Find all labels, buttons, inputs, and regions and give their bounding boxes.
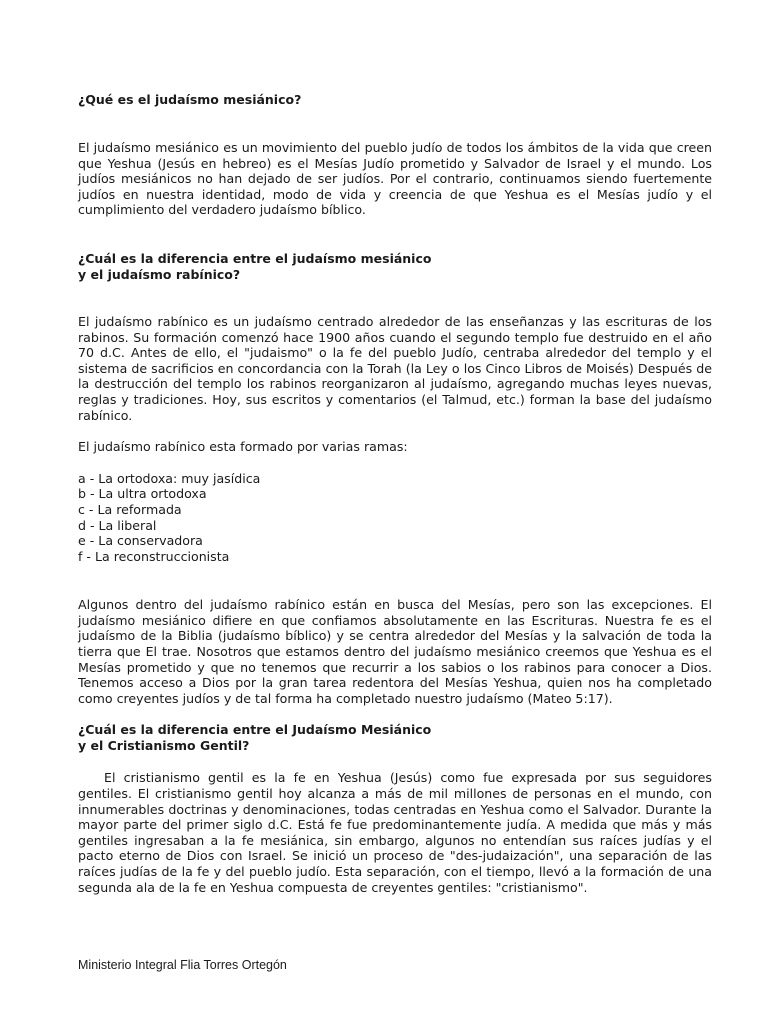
footer-text: Ministerio Integral Flia Torres Ortegón bbox=[78, 958, 287, 972]
section3-heading-line1: ¿Cuál es la diferencia entre el Judaísmo Mesiánico bbox=[78, 722, 432, 738]
section3-paragraph: El cristianismo gentil es la fe en Yeshua (Jesús) como fue expresada por sus seguidores gentiles. El cristianismo gentil hoy alcanza a más de mil millones de personas en el mundo, con innumerables doctrinas y denominaciones, todas centradas en Yeshua como el Salvador. Durante la mayor parte del primer siglo d.C. Está fe fue predominantemente judía. A medida que más y más gentiles ingresaban a la fe mesiánica, sin embargo, algunos no entendían sus raíces judías y el pacto eterno de Dios con Israel. Se inició un proceso de "des-judaización", una separación de las raíces judías de la fe y del pueblo judío. Esta separación, con el tiempo, llevó a la formación de una segunda ala de la fe en Yeshua compuesta de creyentes gentiles: "cristianismo". bbox=[78, 770, 712, 895]
section2-paragraph2: El judaísmo rabínico esta formado por varias ramas: bbox=[78, 439, 408, 455]
list-item: c - La reformada bbox=[78, 501, 182, 517]
section2-heading-line2: y el judaísmo rabínico? bbox=[78, 266, 241, 282]
document-page bbox=[78, 92, 712, 895]
section1-heading: ¿Qué es el judaísmo mesiánico? bbox=[78, 92, 302, 107]
list-item: b - La ultra ortodoxa bbox=[78, 486, 207, 502]
list-item: a - La ortodoxa: muy jasídica bbox=[78, 470, 261, 486]
section3-heading bbox=[78, 722, 712, 754]
section2-paragraph1: El judaísmo rabínico es un judaísmo centrado alrededor de las enseñanzas y las escrituras de los rabinos. Su formación comenzó hace 1900 años cuando el segundo templo fue destruido en el año 70 d.C. Antes de ello, el "judaismo" o la fe del pueblo Judío, centraba alrededor del templo y el sistema de sacrificios en concordancia con la Torah (la Ley o los Cinco Libros de Moisés) Después de la destrucción del templo los rabinos reorganizaron al judaísmo, agregando muchas leyes nuevas, reglas y tradiciones. Hoy, sus escritos y comentarios (el Talmud, etc.) forman la base del judaísmo rabínico. bbox=[78, 313, 712, 423]
section2-paragraph3: Algunos dentro del judaísmo rabínico están en busca del Mesías, pero son las excepciones. El judaísmo mesiánico difiere en que confiamos absolutamente en las Escrituras. Nuestra fe es el judaísmo de la Biblia (judaísmo bíblico) y se centra alrededor del Mesías y la salvación de toda la tierra que El trae. Nosotros que estamos dentro del judaísmo mesiánico creemos que Yeshua es el Mesías prometido y que no tenemos que recurrir a los sabios o los rabinos para conocer a Dios. Tenemos acceso a Dios por la gran tarea redentora del Mesías Yeshua, quien nos ha completado como creyentes judíos y de tal forma ha completado nuestro judaísmo (Mateo 5:17). bbox=[78, 597, 712, 706]
section2-heading bbox=[78, 251, 712, 283]
list-item: d - La liberal bbox=[78, 517, 157, 533]
section1-paragraph: El judaísmo mesiánico es un movimiento del pueblo judío de todos los ámbitos de la vida que creen que Yeshua (Jesús en hebreo) es el Mesías Judío prometido y Salvador de Israel y el mundo. Los judíos mesiánicos no han dejado de ser judíos. Por el contrario, continuamos siendo fuertemente judíos en nuestra identidad, modo de vida y creencia de que Yeshua es el Mesías judío y el cumplimiento del verdadero judaísmo bíblico. bbox=[78, 140, 712, 218]
branches-list bbox=[78, 471, 712, 565]
section2-heading-line1: ¿Cuál es la diferencia entre el judaísmo mesiánico bbox=[78, 250, 432, 266]
section3-heading-line2: y el Cristianismo Gentil? bbox=[78, 738, 250, 754]
list-item: e - La conservadora bbox=[78, 533, 203, 549]
list-item: f - La reconstruccionista bbox=[78, 548, 230, 564]
